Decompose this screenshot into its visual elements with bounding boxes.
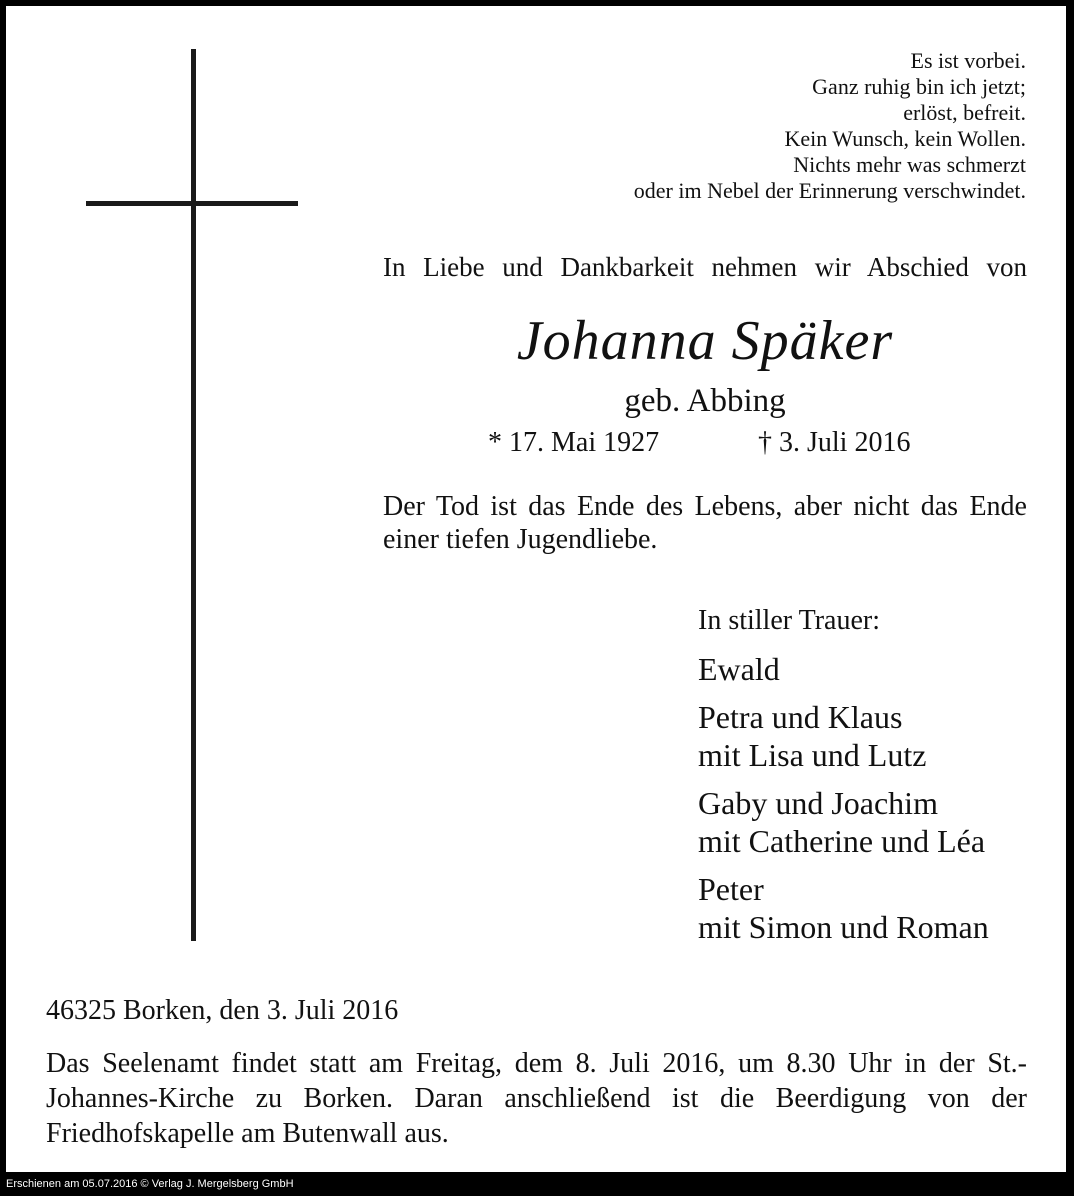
poem <box>634 48 1026 204</box>
cross-symbol-vertical <box>191 49 196 941</box>
mourner-group <box>698 784 989 860</box>
mourner-line: Petra und Klaus <box>698 699 903 735</box>
mourner-line: mit Simon und Roman <box>698 909 989 945</box>
obituary-notice <box>6 6 1066 1172</box>
deceased-name: Johanna Späker <box>516 310 894 372</box>
service-details: Das Seelenamt findet statt am Freitag, dem 8. Juli 2016, um 8.30 Uhr in der St.-Johannes-Kirche zu Borken. Daran anschließend ist die Beerdigung von der Friedhofskapelle am Butenwall aus. <box>46 1048 1027 1149</box>
poem-line: Kein Wunsch, kein Wollen. <box>784 126 1026 151</box>
mourner-line: Ewald <box>698 651 780 687</box>
mourner-line: mit Lisa und Lutz <box>698 737 927 773</box>
place-and-date: 46325 Borken, den 3. Juli 2016 <box>46 995 399 1026</box>
mourner-group <box>698 698 989 774</box>
birth-date: * 17. Mai 1927 <box>488 427 660 458</box>
mourner-line: mit Catherine und Léa <box>698 823 986 859</box>
publication-footer: Erschienen am 05.07.2016 © Verlag J. Mergelsberg GmbH <box>6 1178 294 1190</box>
cross-symbol-horizontal <box>86 201 298 206</box>
poem-line: Nichts mehr was schmerzt <box>793 152 1026 177</box>
poem-line: Ganz ruhig bin ich jetzt; <box>812 74 1026 99</box>
mourners-list <box>698 604 989 956</box>
mourner-group <box>698 650 989 688</box>
poem-line: oder im Nebel der Erinnerung verschwindet. <box>633 178 1026 203</box>
mourner-group <box>698 870 989 946</box>
memorial-quote: Der Tod ist das Ende des Lebens, aber nicht das Ende einer tiefen Jugendliebe. <box>383 491 1027 555</box>
poem-line: Es ist vorbei. <box>910 48 1026 73</box>
mourner-line: Peter <box>698 871 764 907</box>
death-date: † 3. Juli 2016 <box>758 427 911 458</box>
poem-line: erlöst, befreit. <box>903 100 1026 125</box>
farewell-intro: In Liebe und Dankbarkeit nehmen wir Abschied von <box>383 252 1027 282</box>
mourners-heading: In stiller Trauer: <box>698 605 880 636</box>
mourner-line: Gaby und Joachim <box>698 785 938 821</box>
birth-name: geb. Abbing <box>624 383 786 419</box>
